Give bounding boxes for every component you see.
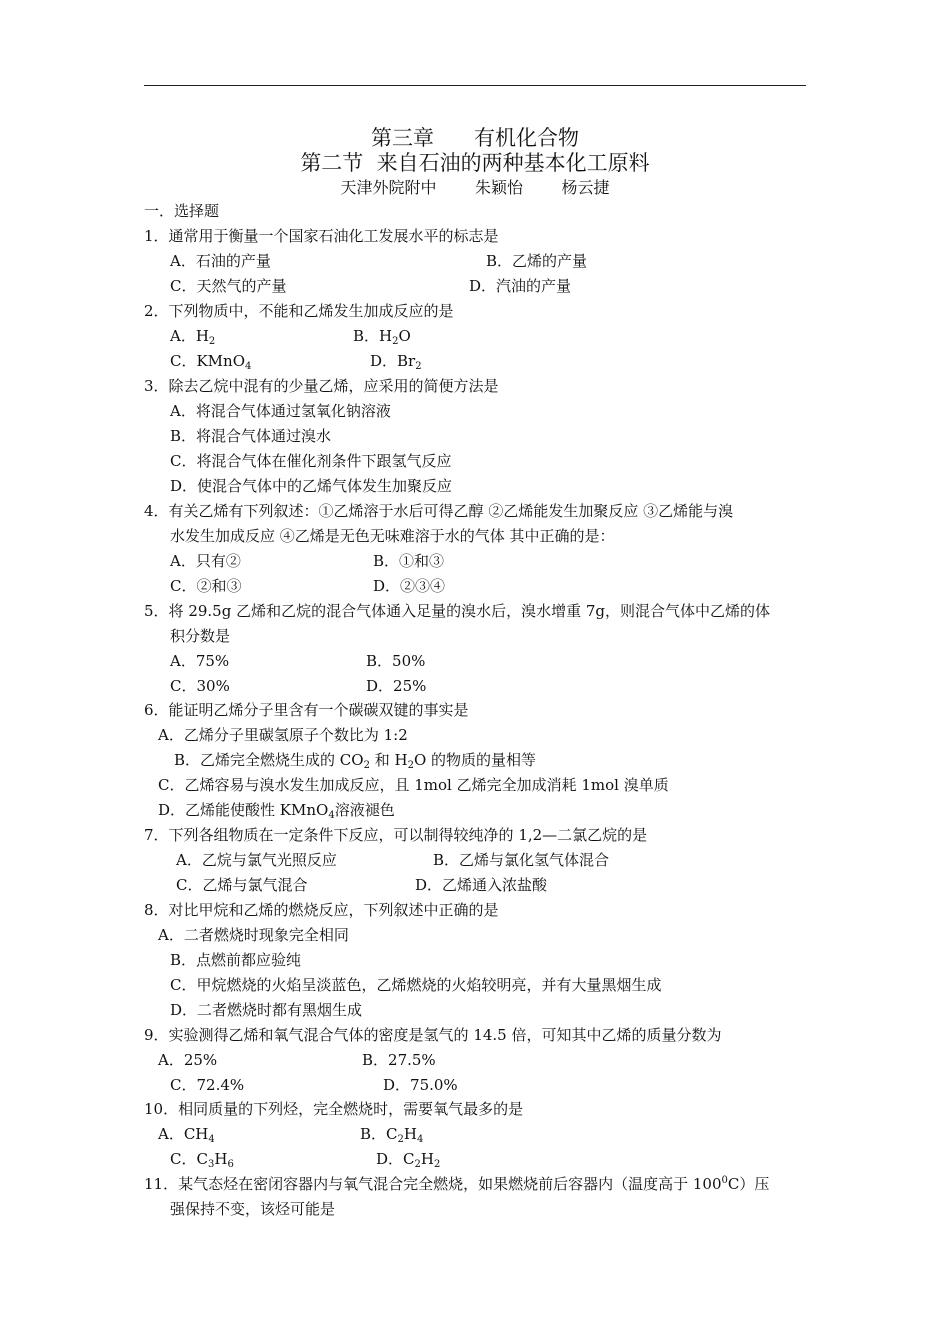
- option: C．$C_3H_6$: [170, 1150, 234, 1170]
- question-stem: 10．相同质量的下列烃，完全燃烧时，需要氧气最多的是: [144, 1100, 524, 1118]
- option: C．甲烷燃烧的火焰呈淡蓝色，乙烯燃烧的火焰较明亮，并有大量黑烟生成: [170, 976, 662, 994]
- option: A．石油的产量: [170, 252, 271, 270]
- question-stem: 11．某气态烃在密闭容器内与氧气混合完全燃烧，如果燃烧前后容器内（温度高于 $100^0C$）压: [144, 1175, 770, 1193]
- option: D．②③④: [373, 577, 446, 595]
- option: B．①和③: [373, 552, 445, 570]
- option: A．25%: [158, 1051, 218, 1069]
- option: D．25%: [366, 677, 427, 695]
- option: D．二者燃烧时都有黑烟生成: [170, 1001, 363, 1019]
- option: D．75.0%: [383, 1076, 458, 1094]
- question-stem: 5．将 29.5g 乙烯和乙烷的混合气体通入足量的溴水后，溴水增重 7g，则混合气体中乙烯的体: [144, 602, 771, 620]
- option: A．乙烯分子里碳氢原子个数比为 1:2: [158, 726, 408, 744]
- option: B．乙烯的产量: [486, 252, 588, 270]
- question-stem: 6．能证明乙烯分子里含有一个碳碳双键的事实是: [144, 701, 469, 719]
- option: A．75%: [170, 652, 230, 670]
- question-stem: 4．有关乙烯有下列叙述：①乙烯溶于水后可得乙醇 ②乙烯能发生加聚反应 ③乙烯能与溴: [144, 502, 734, 520]
- header-rule: [144, 85, 806, 86]
- option: D．乙烯通入浓盐酸: [415, 876, 548, 894]
- option: C．天然气的产量: [170, 277, 287, 295]
- option: C．乙烯容易与溴水发生加成反应，且 1mol 乙烯完全加成消耗 1mol 溴单质: [158, 776, 669, 794]
- option: D．$Br_2$: [370, 352, 422, 372]
- section-title: 第二节 来自石油的两种基本化工原料: [300, 151, 650, 175]
- option: D．使混合气体中的乙烯气体发生加聚反应: [170, 477, 453, 495]
- option: B．将混合气体通过溴水: [170, 427, 332, 445]
- question-stem: 1．通常用于衡量一个国家石油化工发展水平的标志是: [144, 227, 499, 245]
- authors-line: 天津外院附中 朱颖怡 杨云捷: [340, 178, 610, 197]
- option: A．将混合气体通过氢氧化钠溶液: [170, 402, 391, 420]
- option: C．KMnO$_4$: [170, 352, 252, 372]
- option: B．点燃前都应验纯: [170, 951, 302, 969]
- option: C．30%: [170, 677, 230, 695]
- chapter-title: 第三章 有机化合物: [370, 126, 580, 150]
- option: A．二者燃烧时现象完全相同: [158, 926, 349, 944]
- question-stem: 2．下列物质中，不能和乙烯发生加成反应的是: [144, 302, 454, 320]
- question-stem: 3．除去乙烷中混有的少量乙烯，应采用的简便方法是: [144, 377, 499, 395]
- question-stem: 8．对比甲烷和乙烯的燃烧反应，下列叙述中正确的是: [144, 901, 499, 919]
- option: A．只有②: [170, 552, 241, 570]
- option: B．$H_2O$: [353, 327, 411, 347]
- option: A．$CH_4$: [158, 1125, 215, 1145]
- question-stem: 9．实验测得乙烯和氧气混合气体的密度是氢气的 14.5 倍，可知其中乙烯的质量分数为: [144, 1026, 722, 1044]
- option: A．乙烷与氯气光照反应: [176, 851, 337, 869]
- option: C．72.4%: [170, 1076, 245, 1094]
- question-stem: 7．下列各组物质在一定条件下反应，可以制得较纯净的 1,2—二氯乙烷的是: [144, 826, 648, 844]
- option: B．乙烯与氯化氢气体混合: [433, 851, 610, 869]
- option: A．$H_2$: [170, 327, 216, 347]
- option: B．$C_2H_4$: [360, 1125, 424, 1145]
- option: B．27.5%: [362, 1051, 436, 1069]
- option: B．50%: [366, 652, 426, 670]
- section-heading: 一．选择题: [144, 202, 220, 220]
- option: D．汽油的产量: [469, 277, 572, 295]
- option: B．乙烯完全燃烧生成的 $CO_2$ 和 $H_2O$ 的物质的量相等: [174, 751, 537, 771]
- option: C．②和③: [170, 577, 242, 595]
- option: D．乙烯能使酸性 KMnO$_4$溶液褪色: [158, 801, 395, 821]
- question-stem-continued: 强保持不变，该烃可能是: [170, 1200, 336, 1218]
- question-stem-continued: 积分数是: [170, 627, 231, 645]
- option: D．$C_2H_2$: [376, 1150, 441, 1170]
- option: C．乙烯与氯气混合: [176, 876, 308, 894]
- question-stem-continued: 水发生加成反应 ④乙烯是无色无味难溶于水的气体 其中正确的是：: [170, 527, 615, 545]
- option: C．将混合气体在催化剂条件下跟氢气反应: [170, 452, 452, 470]
